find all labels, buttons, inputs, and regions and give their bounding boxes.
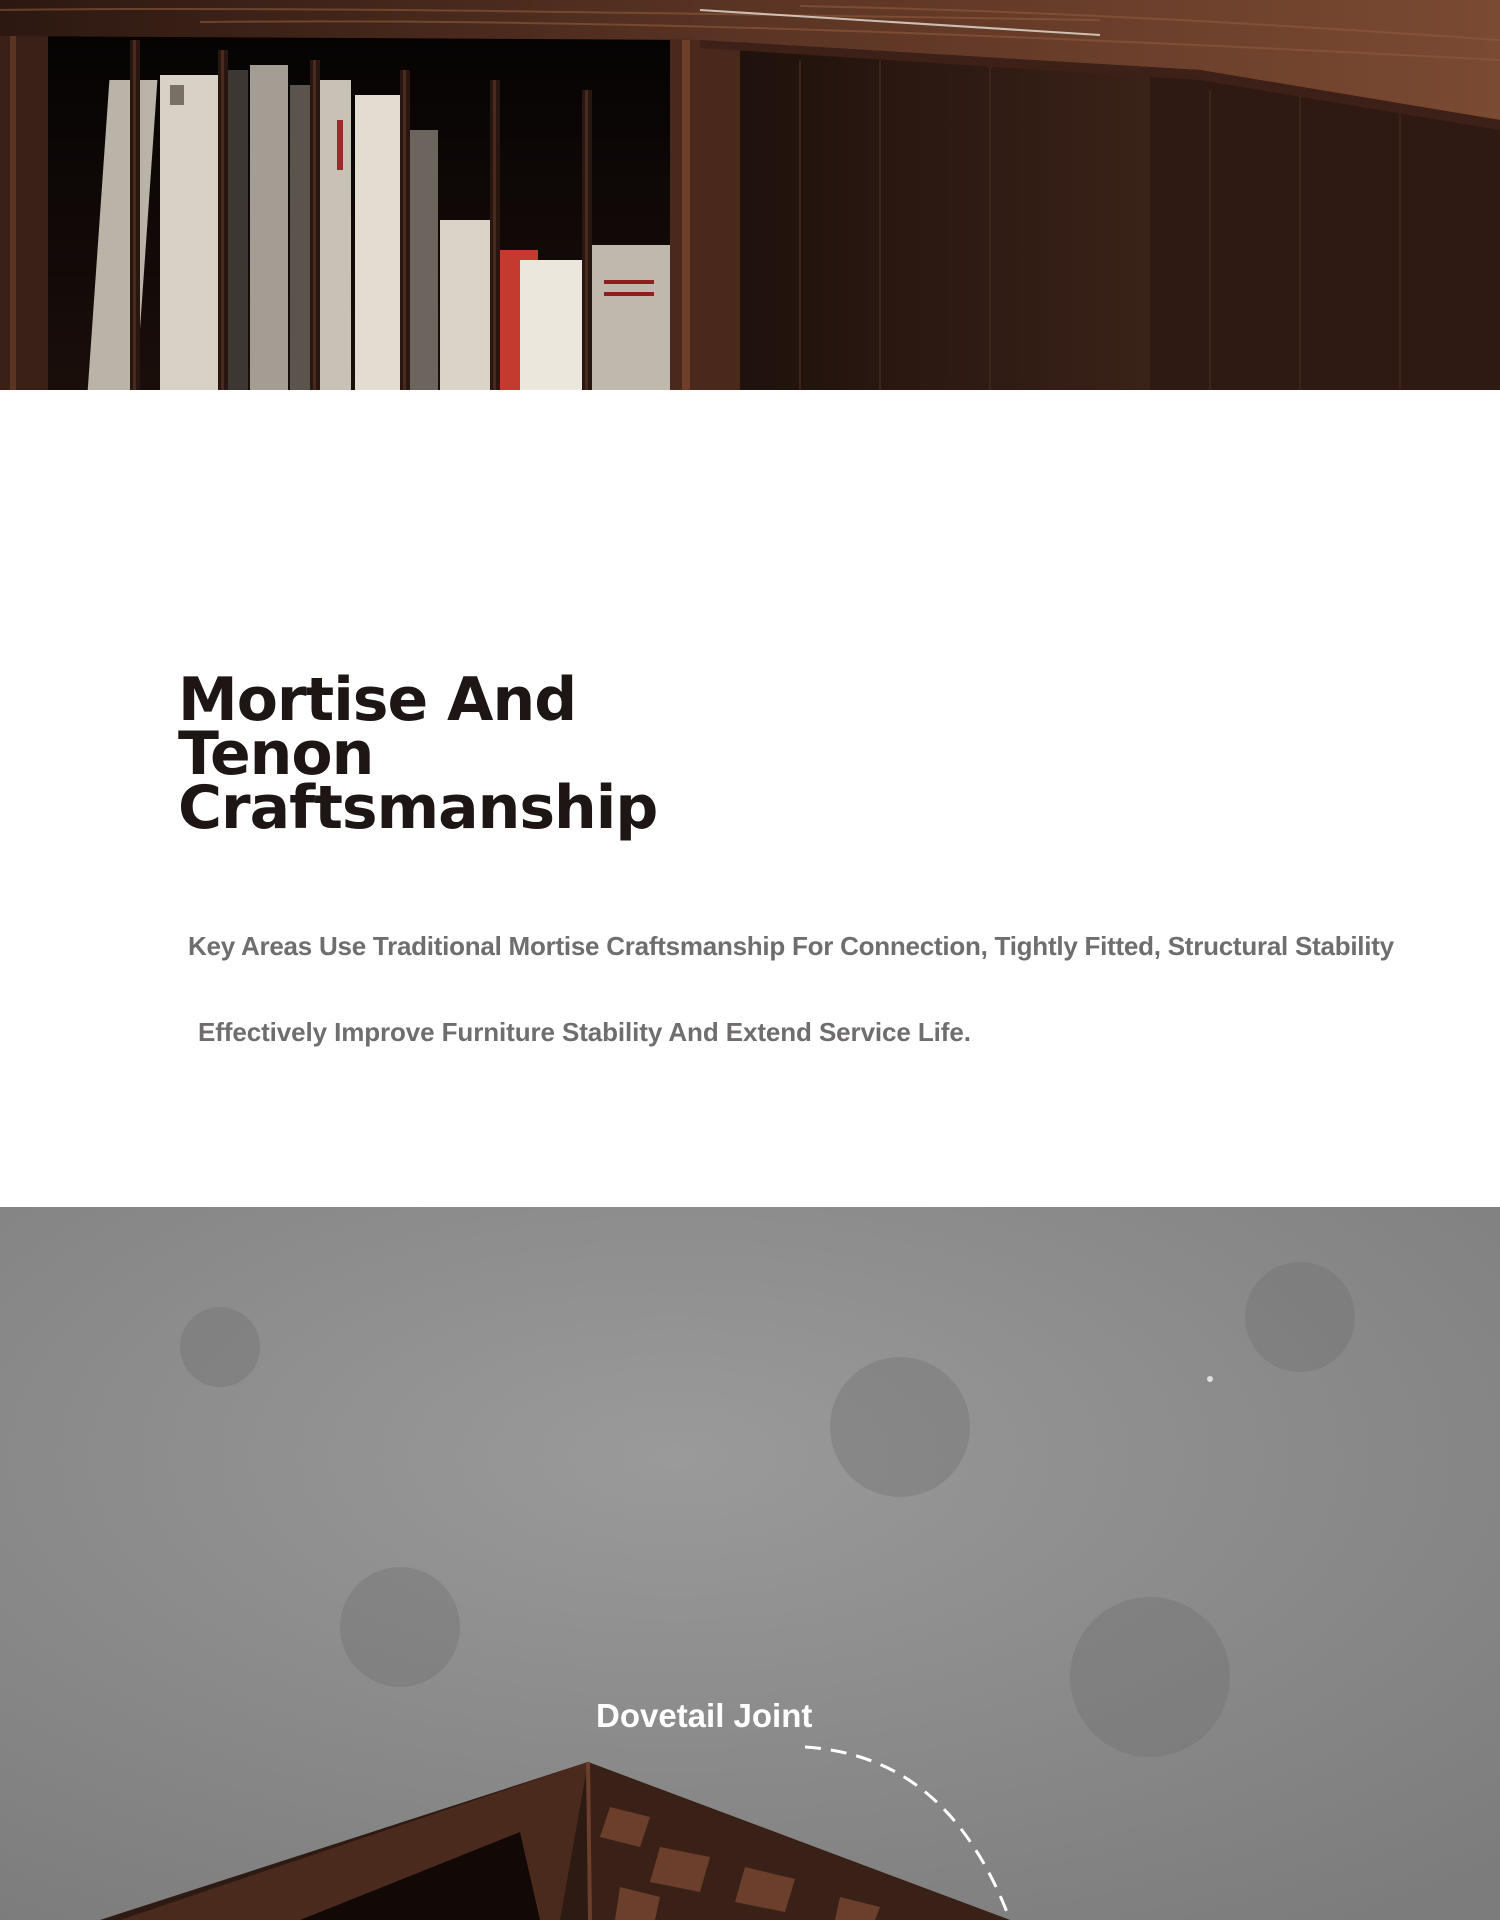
dovetail-illustration [0, 1207, 1500, 1920]
section-headline [178, 665, 698, 843]
headline-line-3: Craftsmanship [178, 773, 658, 843]
description-line-1: Key Areas Use Traditional Mortise Craftsmanship For Connection, Tightly Fitted, Structural Stability [188, 931, 1394, 961]
headline-line-2: Tenon [178, 719, 374, 789]
headline-line-1: Mortise And [178, 665, 577, 735]
bookcase-illustration [0, 0, 1500, 390]
description-line-2: Effectively Improve Furniture Stability And Extend Service Life. [198, 1017, 971, 1047]
craftsmanship-section [0, 390, 1500, 1207]
bookcase-photo [0, 0, 1500, 390]
dovetail-joint-photo [0, 1207, 1500, 1920]
dovetail-joint-label: Dovetail Joint [596, 1697, 813, 1734]
